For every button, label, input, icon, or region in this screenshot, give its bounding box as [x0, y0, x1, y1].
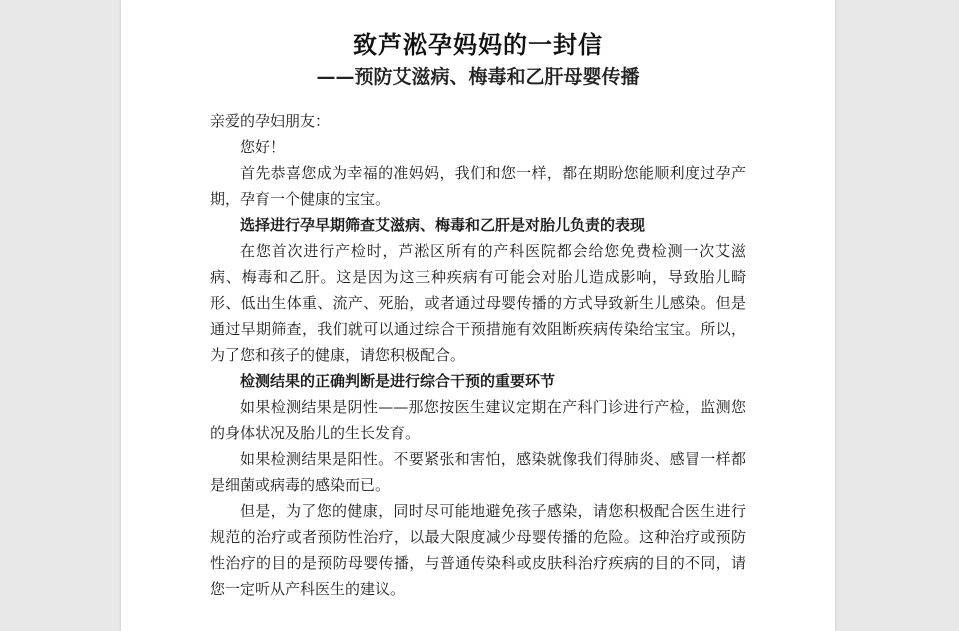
- document-page: [121, 0, 835, 631]
- salutation: 亲爱的孕妇朋友：: [210, 112, 331, 130]
- letter-body: [210, 108, 746, 602]
- paragraph-screening: 在您首次进行产检时，芦淞区所有的产科医院都会给您免费检测一次艾滋病、梅毒和乙肝。这是因为这三种疾病有可能会对胎儿造成影响，导致胎儿畸形、低出生体重、流产、死胎，或者通过母婴传播的方式导致新生儿感染。但是通过早期筛查，我们就可以通过综合干预措施有效阻断疾病传染给宝宝。所以，为了您和孩子的健康，请您积极配合。: [210, 242, 746, 364]
- paragraph-negative: 如果检测结果是阴性——那您按医生建议定期在产科门诊进行产检，监测您的身体状况及胎儿的生长发育。: [210, 398, 746, 442]
- document-subtitle: ——预防艾滋病、梅毒和乙肝母婴传播: [316, 66, 640, 88]
- paragraph-treatment: 但是，为了您的健康，同时尽可能地避免孩子感染，请您积极配合医生进行规范的治疗或者预防性治疗，以最大限度减少母婴传播的危险。这种治疗或预防性治疗的目的是预防母婴传播，与普通传染科或皮肤科治疗疾病的目的不同，请您一定听从产科医生的建议。: [210, 502, 746, 598]
- paragraph-positive: 如果检测结果是阳性。不要紧张和害怕，感染就像我们得肺炎、感冒一样都是细菌或病毒的感染而已。: [210, 450, 746, 494]
- section-heading-screening: 选择进行孕早期筛查艾滋病、梅毒和乙肝是对胎儿负责的表现: [240, 216, 646, 234]
- section-heading-results: 检测结果的正确判断是进行综合干预的重要环节: [240, 372, 556, 390]
- document-title: 致芦淞孕妈妈的一封信: [353, 30, 603, 59]
- page-content: [210, 28, 746, 602]
- paragraph-intro: 首先恭喜您成为幸福的准妈妈，我们和您一样，都在期盼您能顺利度过孕产期，孕育一个健康的宝宝。: [210, 164, 746, 208]
- greeting: 您好！: [240, 138, 286, 156]
